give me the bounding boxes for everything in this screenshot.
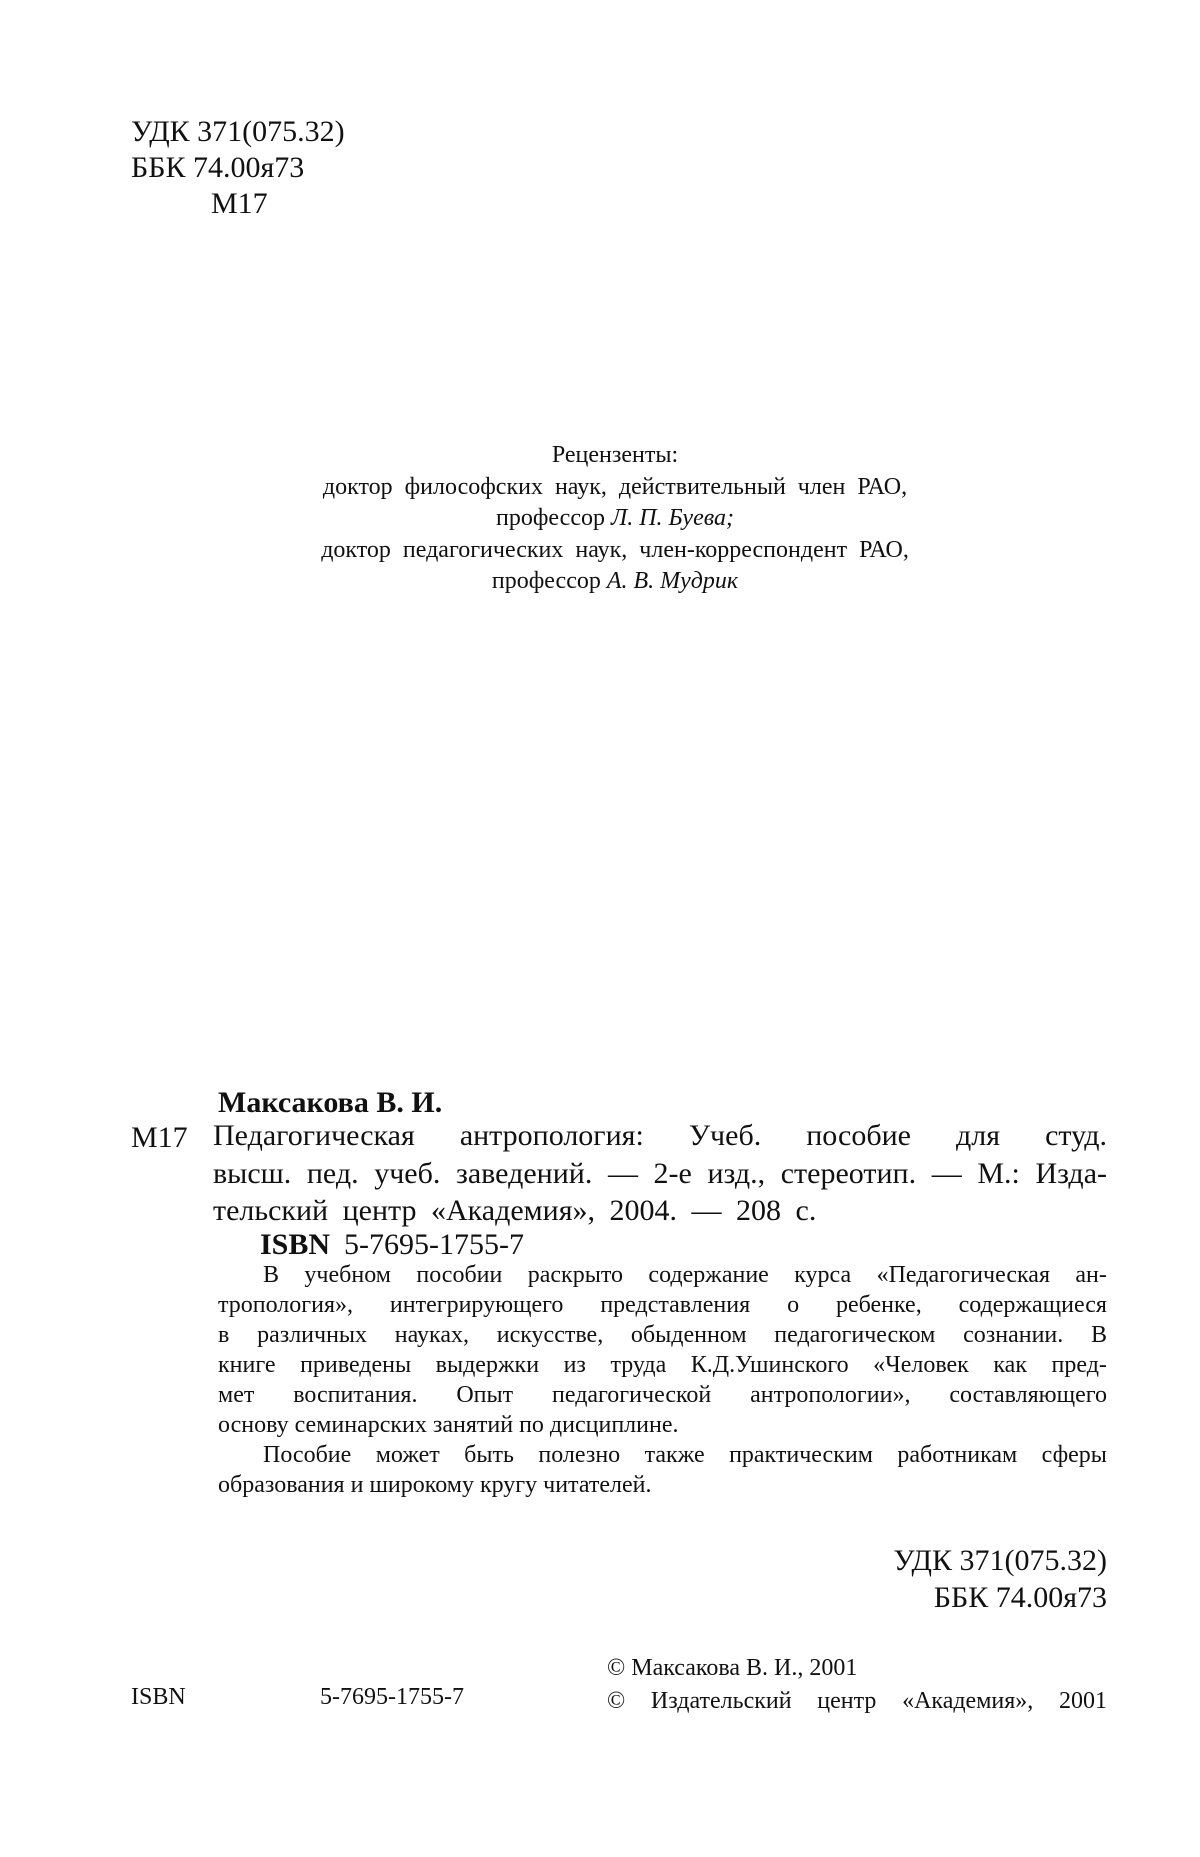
annotation-word: труда — [610, 1352, 667, 1378]
copyright-word: центр — [817, 1688, 877, 1714]
bib-word: 2-е — [653, 1156, 692, 1190]
annotation-word: практическим — [729, 1442, 873, 1468]
bib-publication-line — [213, 1155, 1107, 1193]
annotation-word: «Человек — [873, 1352, 969, 1378]
annotation — [218, 1260, 1107, 1500]
annotation-word: В — [1090, 1322, 1107, 1348]
annotation-word: быть — [464, 1442, 514, 1468]
bib-author-mark: М17 — [131, 1121, 188, 1154]
bib-word: высш. — [213, 1156, 292, 1190]
annotation-line — [218, 1320, 1107, 1350]
bbk-code: ББК 74.00я73 — [131, 151, 305, 184]
bib-word: стереотип. — [780, 1156, 917, 1190]
annotation-p2-last-line: образования и широкому кругу читателей. — [218, 1472, 652, 1498]
annotation-word: выдержки — [435, 1352, 540, 1378]
annotation-word: составляющего — [949, 1382, 1107, 1408]
copyright-word: © — [607, 1688, 626, 1714]
annotation-word: ан- — [1075, 1262, 1107, 1288]
bib-description — [213, 1117, 1107, 1230]
reviewers-heading: Рецензенты: — [551, 442, 679, 468]
annotation-word: содержащиеся — [958, 1292, 1107, 1318]
reviewer-2-name-line — [210, 566, 1020, 598]
annotation-word: пособии — [416, 1262, 503, 1288]
author-mark: М17 — [211, 187, 268, 220]
annotation-word: сферы — [1041, 1442, 1107, 1468]
annotation-word: науках, — [394, 1322, 470, 1348]
annotation-word: также — [644, 1442, 705, 1468]
copyright-word: «Академия», — [902, 1688, 1034, 1714]
copyright-block — [607, 1652, 1107, 1718]
annotation-word: полезно — [538, 1442, 621, 1468]
annotation-word: педагогической — [552, 1382, 712, 1408]
bib-word: учеб. — [374, 1156, 441, 1190]
bottom-codes — [893, 1542, 1107, 1616]
bottom-udk-code: УДК 371(075.32) — [893, 1544, 1107, 1577]
bib-isbn-label: ISBN — [260, 1228, 331, 1261]
annotation-word: раскрыто — [527, 1262, 624, 1288]
annotation-p2-first-line — [218, 1440, 1107, 1470]
annotation-word: искусстве, — [496, 1322, 604, 1348]
annotation-line — [218, 1350, 1107, 1380]
bib-word: заведений. — [456, 1156, 593, 1190]
annotation-word: о — [787, 1292, 800, 1318]
bib-word: — — [931, 1156, 962, 1190]
annotation-word: К.Д.Ушинского — [690, 1352, 849, 1378]
annotation-word: тропология», — [218, 1292, 354, 1318]
annotation-word: из — [563, 1352, 586, 1378]
annotation-word: в — [218, 1322, 230, 1348]
annotation-word: сознании. — [963, 1322, 1064, 1348]
annotation-word: ребенке, — [835, 1292, 922, 1318]
bib-word: студ. — [1045, 1119, 1107, 1152]
annotation-word: пред- — [1051, 1352, 1107, 1378]
annotation-word: приведены — [300, 1352, 412, 1378]
bib-word: Учеб. — [688, 1119, 762, 1152]
reviewer-1-name-line — [210, 503, 1020, 535]
annotation-word: как — [993, 1352, 1027, 1378]
bottom-bbk-code: ББК 74.00я73 — [933, 1581, 1107, 1614]
bib-word: Педагогическая — [213, 1119, 415, 1152]
reviewer-1-credentials: доктор философских наук, действительный член РАО, — [322, 473, 908, 500]
annotation-paragraph-1 — [218, 1260, 1107, 1410]
annotation-word: Пособие — [263, 1442, 352, 1468]
bib-word: М.: — [977, 1156, 1020, 1190]
bib-word: антропология: — [459, 1119, 644, 1152]
annotation-word: учебном — [304, 1262, 391, 1288]
bib-word: Изда- — [1035, 1156, 1107, 1190]
bib-publisher-line: тельский центр «Академия», 2004. — 208 с. — [213, 1194, 817, 1227]
annotation-word: представления — [600, 1292, 751, 1318]
footer-isbn-label: ISBN — [131, 1684, 186, 1710]
udk-code: УДК 371(075.32) — [131, 115, 345, 148]
annotation-p1-last-line: основу семинарских занятий по дисциплине. — [218, 1412, 679, 1438]
annotation-word: книге — [218, 1352, 276, 1378]
annotation-word: мет — [218, 1382, 255, 1408]
reviewer-1-title: профессор — [496, 505, 605, 531]
reviewer-2-name: А. В. Мудрик — [606, 568, 739, 594]
annotation-word: может — [375, 1442, 440, 1468]
bib-word: — — [607, 1156, 638, 1190]
annotation-word: курса — [794, 1262, 852, 1288]
reviewer-1-name: Л. П. Буева; — [610, 505, 734, 531]
annotation-line — [218, 1380, 1107, 1410]
footer-isbn-number: 5-7695-1755-7 — [320, 1684, 464, 1710]
annotation-word: интегрирующего — [389, 1292, 564, 1318]
annotation-line — [218, 1290, 1107, 1320]
book-author: Максакова В. И. — [218, 1086, 443, 1119]
bib-isbn-number: 5-7695-1755-7 — [344, 1228, 525, 1261]
copyright-word: 2001 — [1058, 1688, 1107, 1714]
annotation-word: Опыт — [456, 1382, 514, 1408]
bib-word: пособие — [806, 1119, 912, 1152]
annotation-word: различных — [257, 1322, 368, 1348]
annotation-word: педагогическом — [774, 1322, 936, 1348]
reviewer-2-title: профессор — [491, 568, 601, 594]
annotation-word: работникам — [897, 1442, 1018, 1468]
copyright-publisher — [607, 1685, 1107, 1718]
bib-word: пед. — [306, 1156, 359, 1190]
annotation-word: «Педагогическая — [876, 1262, 1050, 1288]
annotation-word: антропологии», — [750, 1382, 911, 1408]
reviewer-2-credentials: доктор педагогических наук, член-корреспондент РАО, — [321, 536, 909, 563]
bib-word: для — [956, 1119, 1001, 1152]
annotation-word: обыденном — [630, 1322, 747, 1348]
annotation-word: В — [263, 1262, 280, 1288]
reviewers-block — [210, 440, 1020, 598]
bib-isbn — [260, 1228, 524, 1262]
bib-title-line — [213, 1117, 1107, 1155]
bib-word: изд., — [707, 1156, 766, 1190]
annotation-word: воспитания. — [293, 1382, 418, 1408]
annotation-word: содержание — [648, 1262, 769, 1288]
copyright-author: © Максакова В. И., 2001 — [607, 1655, 858, 1681]
annotation-line — [218, 1260, 1107, 1290]
copyright-word: Издательский — [650, 1688, 792, 1714]
